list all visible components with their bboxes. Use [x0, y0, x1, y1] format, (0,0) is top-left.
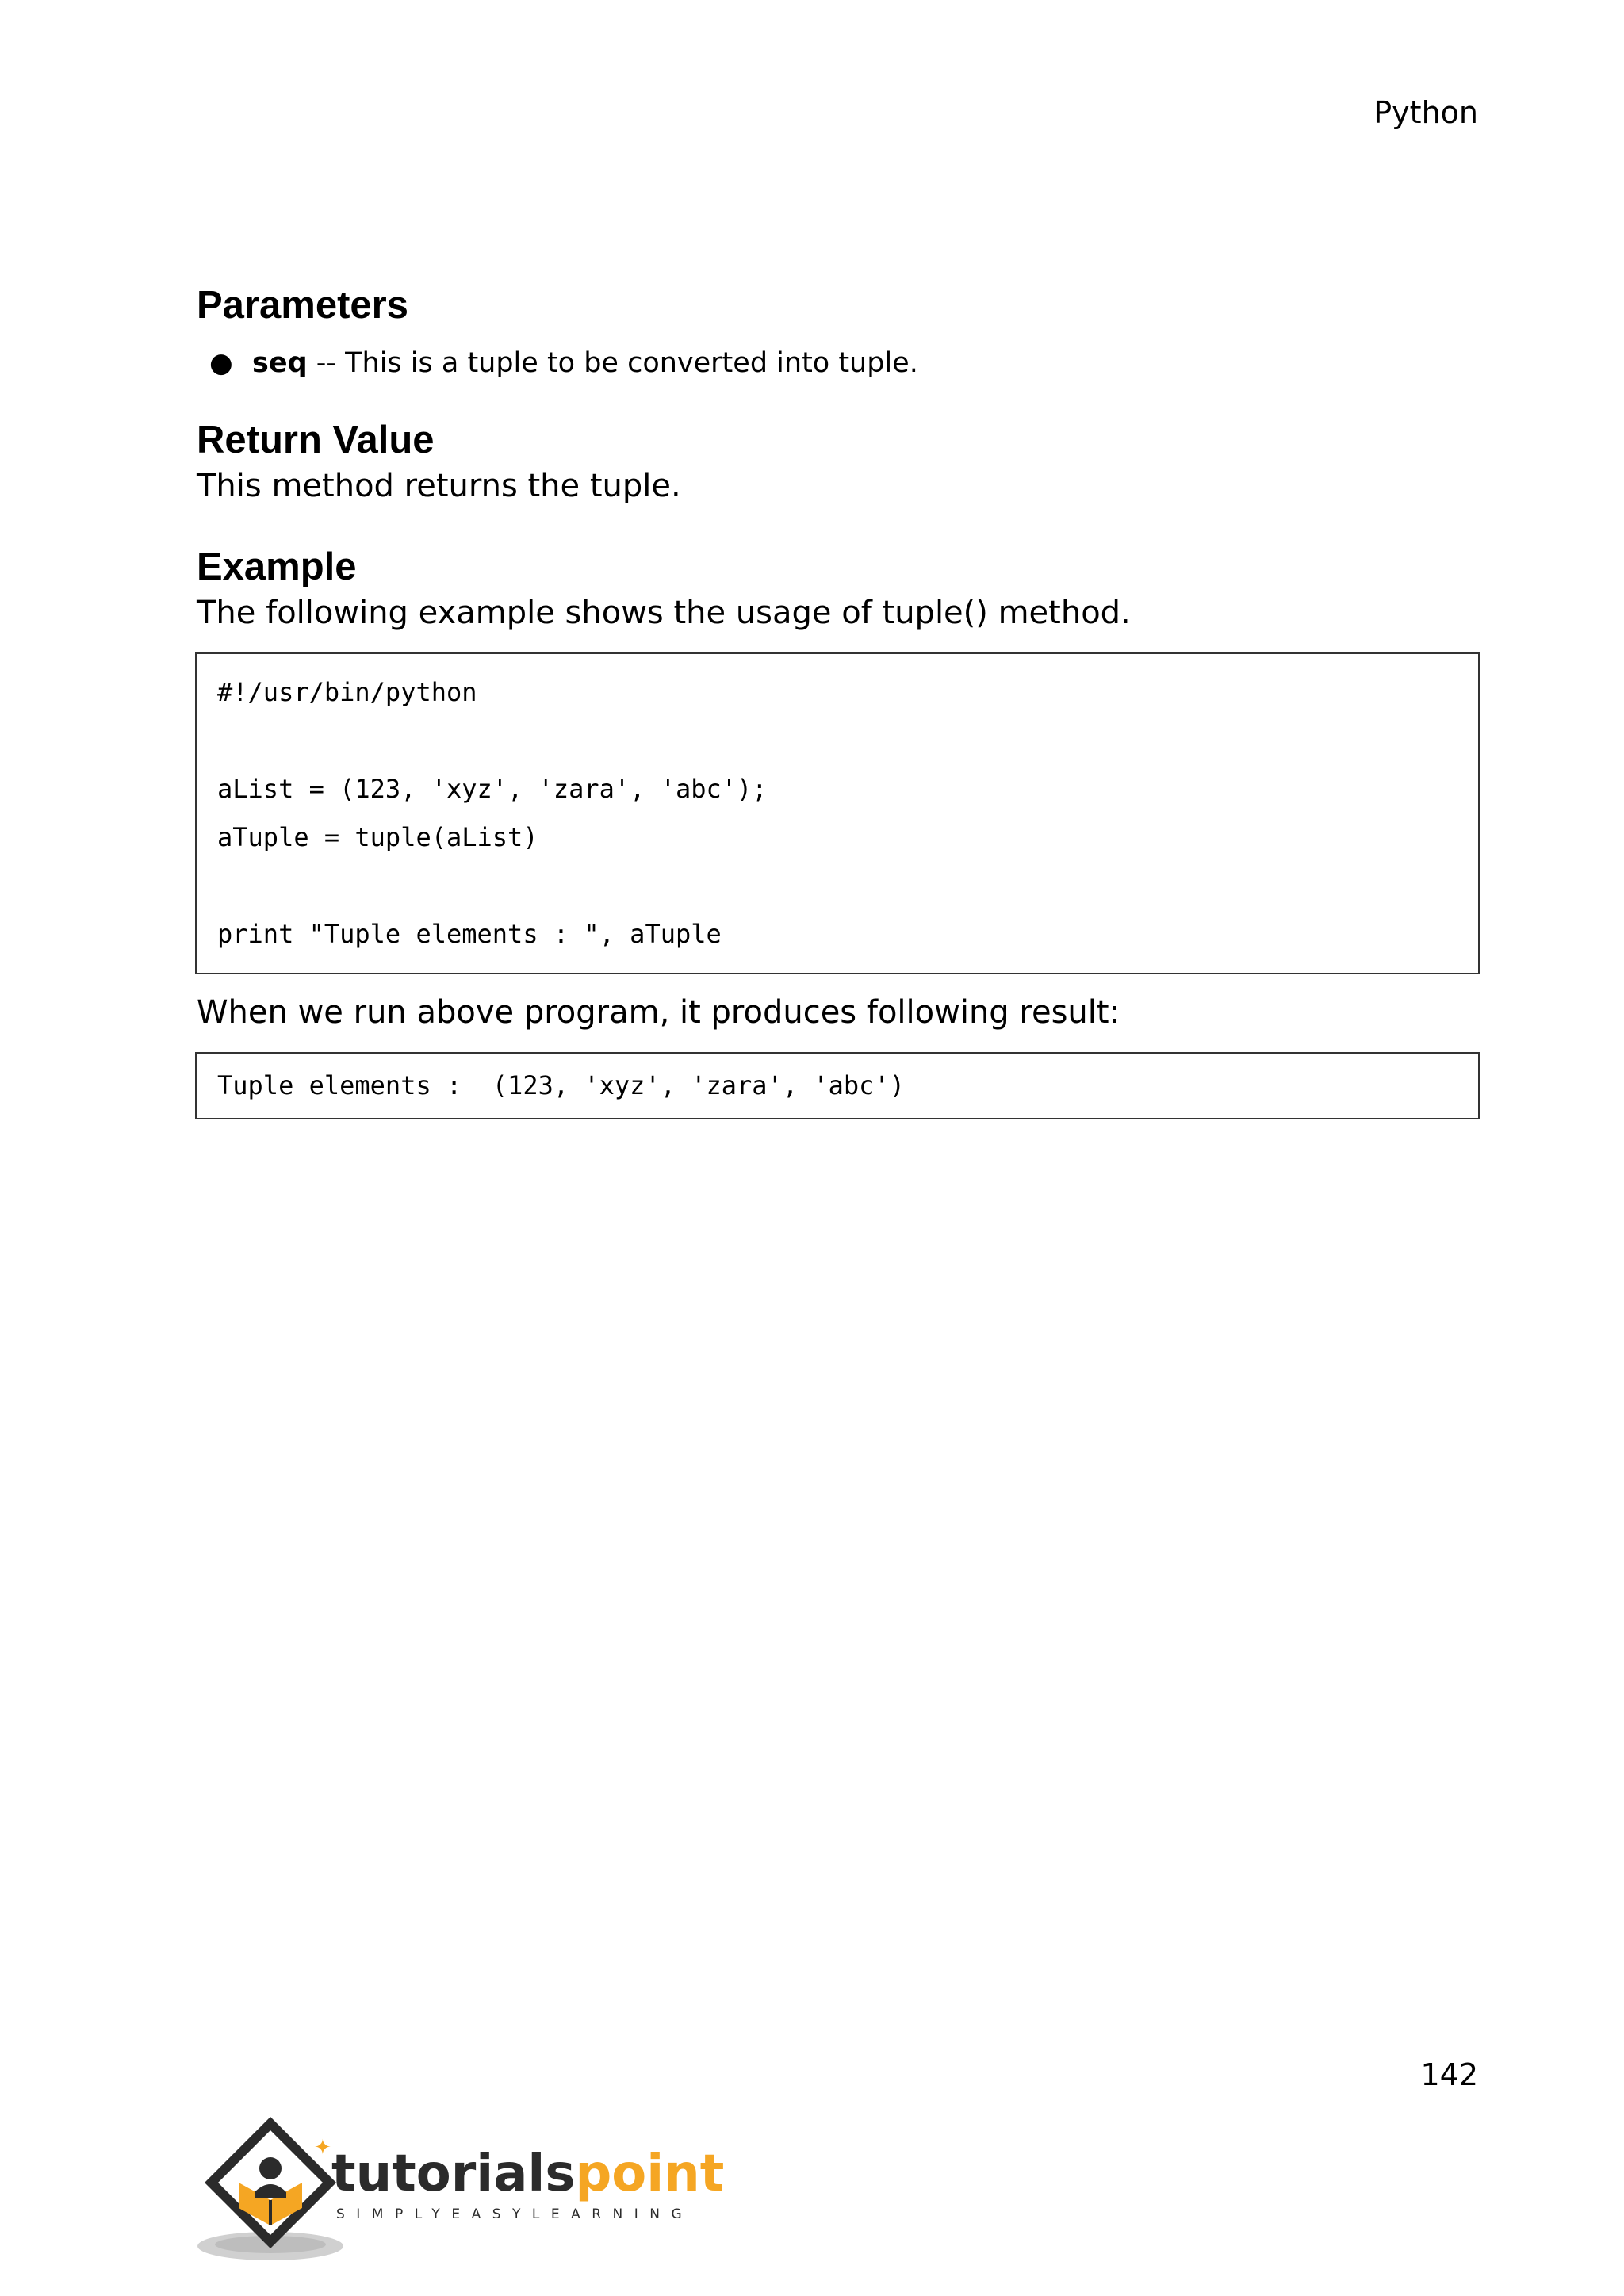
code-line: aList = (123, 'xyz', 'zara', 'abc');	[217, 774, 768, 804]
bullet-icon: ●	[209, 347, 233, 379]
header-title: Python	[1373, 95, 1478, 130]
example-intro: The following example shows the usage of tuple() method.	[197, 595, 1131, 631]
tutorialspoint-logo	[195, 2113, 725, 2263]
logo-person-icon	[259, 2157, 282, 2179]
logo-text-tutorials: tutorials	[331, 2145, 576, 2203]
return-value-heading: Return Value	[197, 419, 435, 461]
param-name: seq	[252, 347, 308, 379]
code-line: #!/usr/bin/python	[217, 677, 477, 707]
logo-sparkle-icon: ✦	[314, 2136, 331, 2160]
list-item	[209, 343, 1478, 383]
code-line	[217, 862, 1457, 910]
output-block	[195, 1052, 1480, 1119]
page-content	[197, 281, 1478, 1119]
svg-text:tutorialspoint	[331, 2145, 724, 2203]
parameters-list	[197, 343, 1478, 383]
logo-text-point: point	[575, 2145, 725, 2203]
code-line: print "Tuple elements : ", aTuple	[217, 919, 722, 949]
code-line: aTuple = tuple(aList)	[217, 822, 538, 852]
result-intro: When we run above program, it produces following result:	[197, 994, 1120, 1031]
code-block	[195, 652, 1480, 974]
output-line: Tuple elements : (123, 'xyz', 'zara', 'abc')	[217, 1070, 905, 1100]
logo-tagline: SIMPLYEASYLEARNING	[336, 2206, 694, 2222]
page-number: 142	[1420, 2057, 1478, 2092]
param-description: -- This is a tuple to be converted into tuple.	[307, 347, 918, 379]
example-heading: Example	[197, 545, 357, 588]
parameters-heading: Parameters	[197, 284, 408, 327]
code-line	[217, 717, 1457, 765]
return-value-text: This method returns the tuple.	[197, 468, 681, 504]
